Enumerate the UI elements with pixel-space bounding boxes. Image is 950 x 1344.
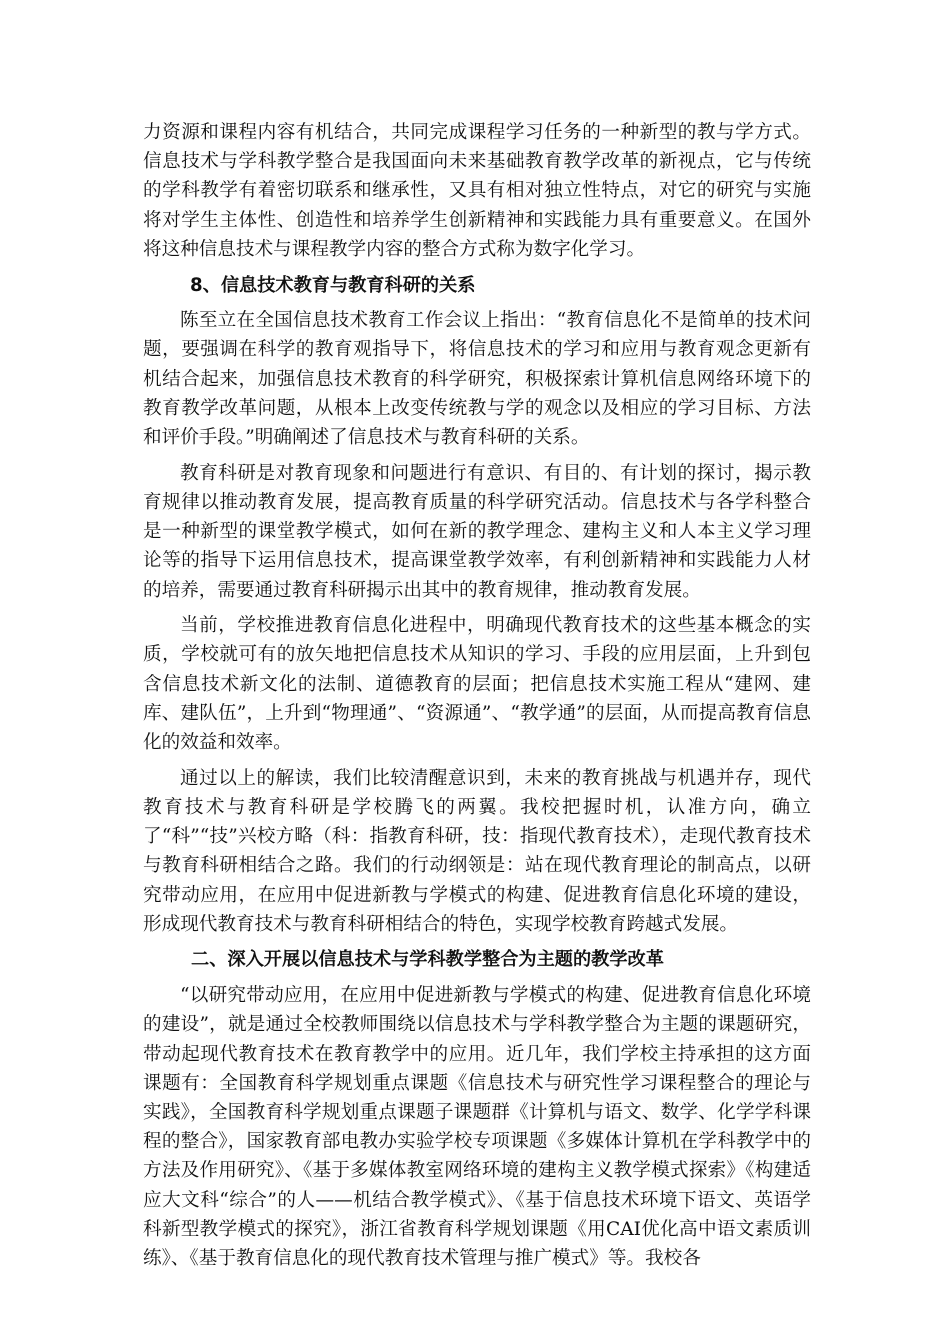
paragraph-chen-zhili-quote: 陈至立在全国信息技术教育工作会议上指出：“教育信息化不是简单的技术问题，要强调在科学的教育观指导下，将信息技术的学习和应用与教育观念更新有机结合起来，加强信息技术教育的科学研究，积极探索计算机信息网络环境下的教育教学改革问题，从根本上改变传统教与学的观念以及相应的学习目标、方法和评价手段。”明确阐述了信息技术与教育科研的关系。 [143, 310, 811, 449]
paragraph-school-strategy: 通过以上的解读，我们比较清醒意识到，未来的教育挑战与机遇并存，现代教育技术与教育科研是学校腾飞的两翼。我校把握时机，认准方向，确立了“科”“技”兴校方略（科：指教育科研，技：指现代教育技术），走现代教育技术与教育科研相结合之路。我们的行动纲领是：站在现代教育理论的制高点，以研究带动应用，在应用中促进新教与学模式的构建、促进教育信息化环境的建设，形成现代教育技术与教育科研相结合的特色，实现学校教育跨越式发展。 [143, 767, 811, 935]
paragraph-research-projects: “以研究带动应用，在应用中促进新教与学模式的构建、促进教育信息化环境的建设”，就是通过全校教师围绕以信息技术与学科教学整合为主题的课题研究，带动起现代教育技术在教育教学中的应用。近几年，我们学校主持承担的这方面课题有：全国教育科学规划重点课题《信息技术与研究性学习课程整合的理论与实践》，全国教育科学规划重点课题子课题群《计算机与语文、数学、化学学科课程的整合》，国家教育部电教办实验学校专项课题《多媒体计算机在学科教学中的方法及作用研究》、《基于多媒体教室网络环境的建构主义教学模式探索》《构建适应大文科“综合”的人——机结合教学模式》、《基于信息技术环境下语文、英语学科新型教学模式的探究》，浙江省教育科学规划课题《用CAI优化高中语文素质训练》、《基于教育信息化的现代教育技术管理与推广模式》等。我校各 [143, 985, 811, 1270]
document-body [143, 118, 811, 1280]
paragraph-education-research-definition: 教育科研是对教育现象和问题进行有意识、有目的、有计划的探讨，揭示教育规律以推动教育发展，提高教育质量的科学研究活动。信息技术与各学科整合是一种新型的课堂教学模式，如何在新的教学理念、建构主义和人本主义学习理论等的指导下运用信息技术，提高课堂教学效率，有利创新精神和实践能力人材的培养，需要通过教育科研揭示出其中的教育规律，推动教育发展。 [143, 462, 811, 601]
section-heading-two: 二、深入开展以信息技术与学科教学整合为主题的教学改革 [191, 949, 664, 971]
paragraph-current-informatization: 当前，学校推进教育信息化进程中，明确现代教育技术的这些基本概念的实质，学校就可有的放矢地把信息技术从知识的学习、手段的应用层面，上升到包含信息技术新文化的法制、道德教育的层面；把信息技术实施工程从“建网、建库、建队伍”，上升到“物理通”、“资源通”、“教学通”的层面，从而提高教育信息化的效益和效率。 [143, 615, 811, 754]
section-heading-8: 8、信息技术教育与教育科研的关系 [190, 274, 476, 296]
paragraph-continuation-integration: 力资源和课程内容有机结合，共同完成课程学习任务的一种新型的教与学方式。信息技术与学科教学整合是我国面向未来基础教育教学改革的新视点，它与传统的学科教学有着密切联系和继承性，又具有相对独立性特点，对它的研究与实施将对学生主体性、创造性和培养学生创新精神和实践能力具有重要意义。在国外将这种信息技术与课程教学内容的整合方式称为数字化学习。 [143, 122, 811, 260]
